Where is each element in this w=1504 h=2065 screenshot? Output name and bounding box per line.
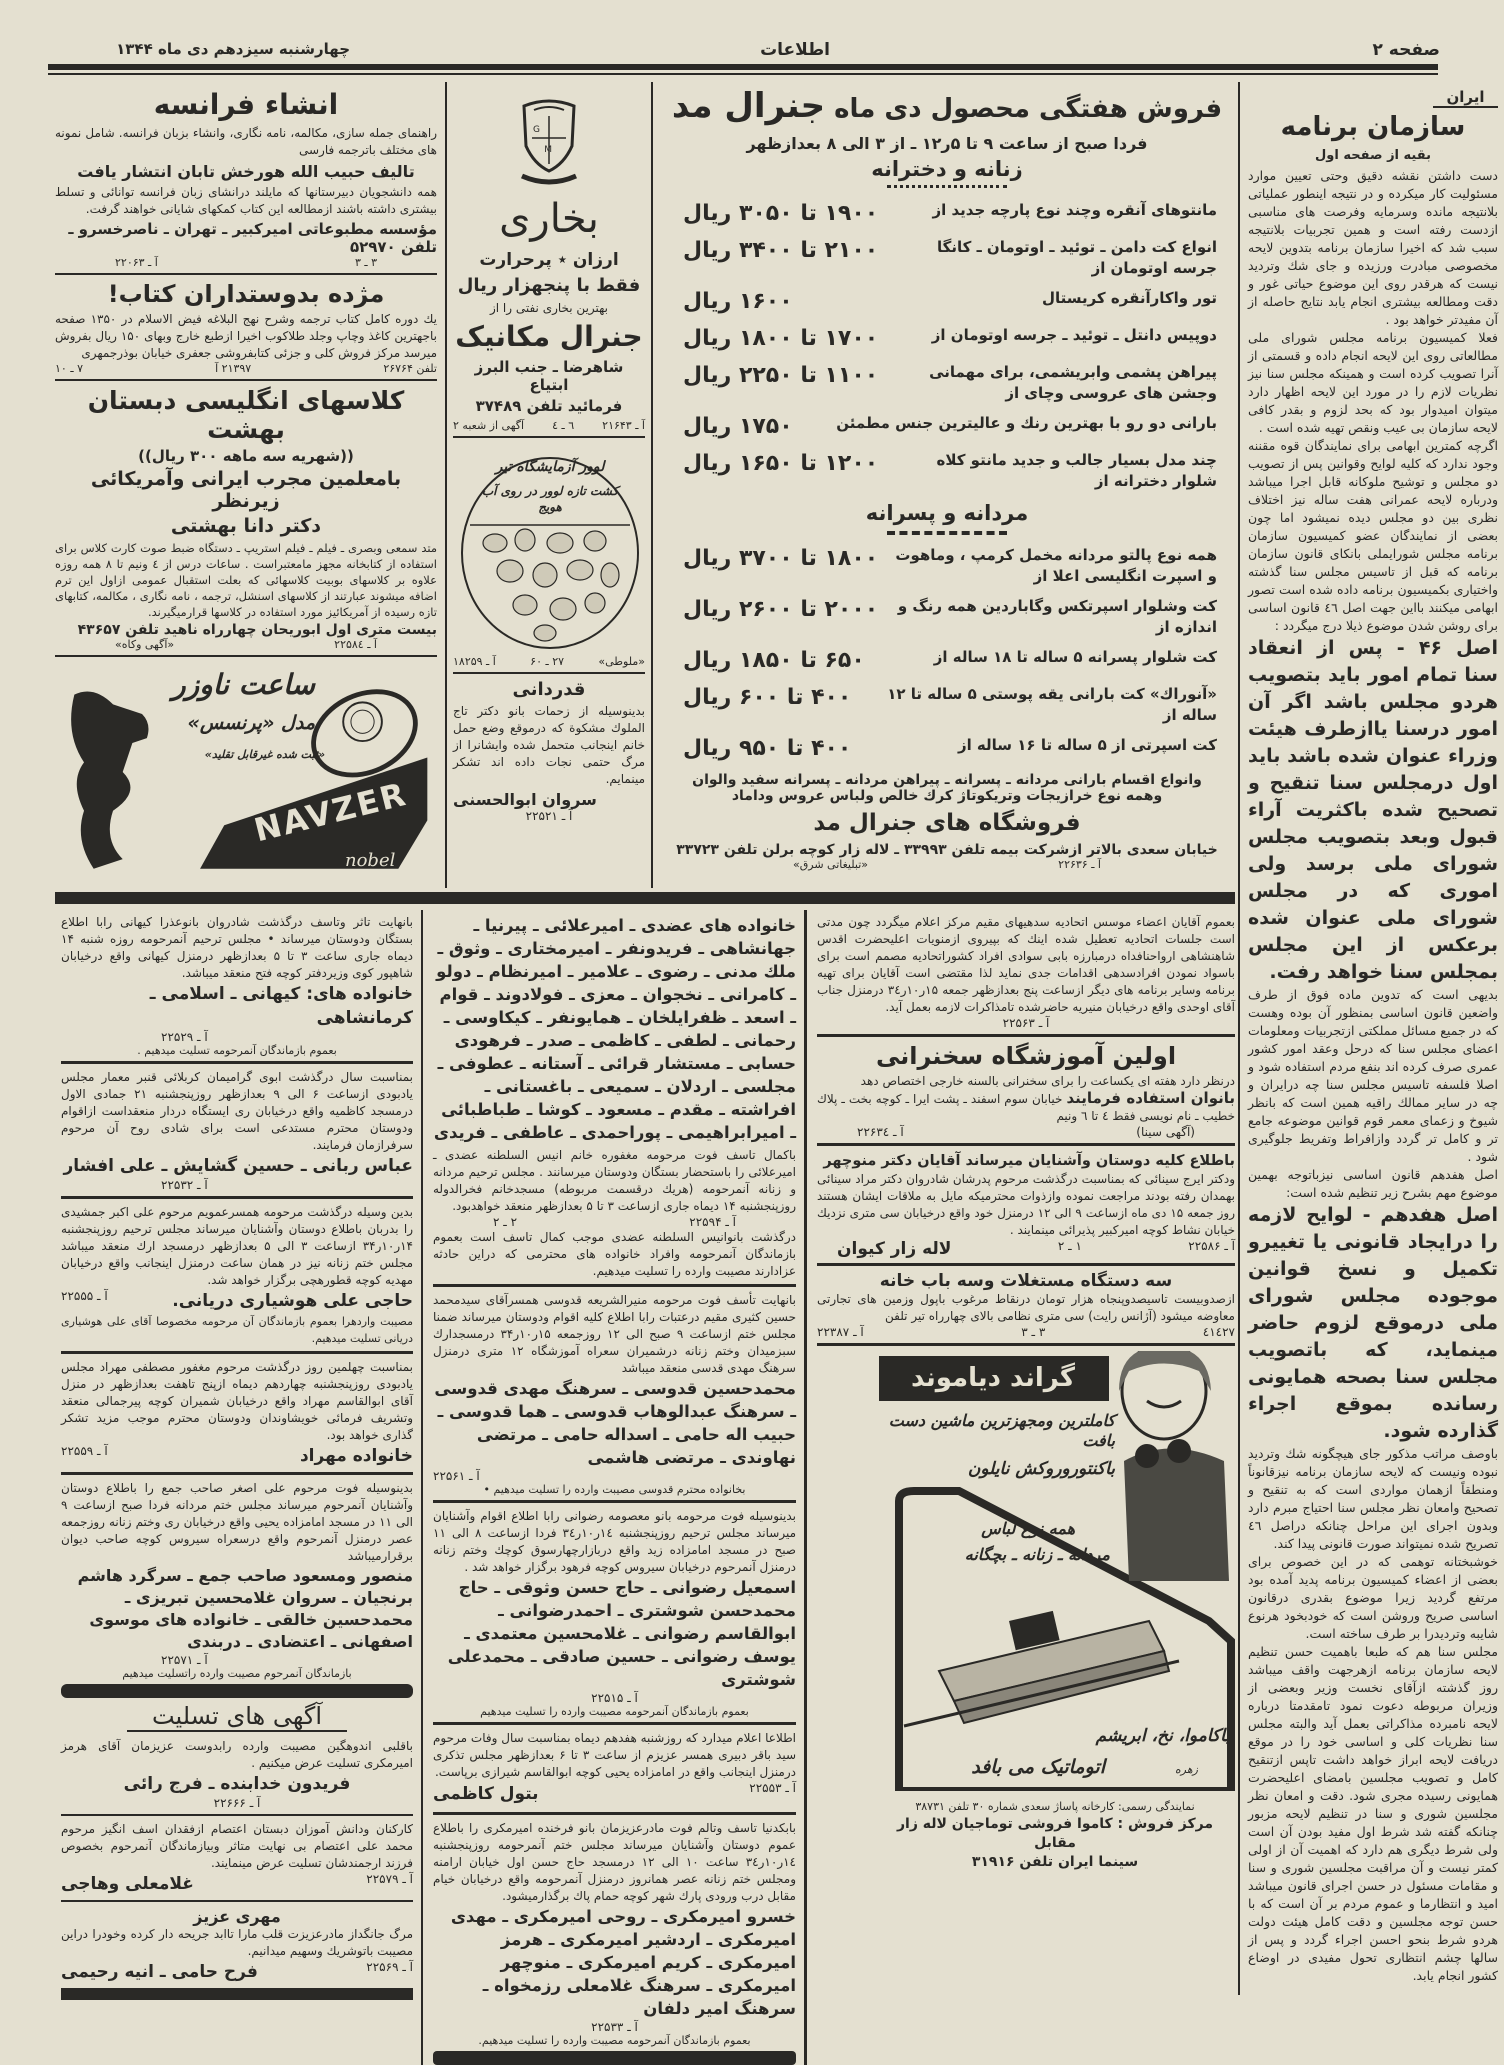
item-description: مانتوهای آنقره وچند نوع پارچه جدید از: [932, 201, 1217, 219]
newspaper-name: اطلاعات: [760, 40, 830, 60]
condolence-notice: [61, 1907, 413, 1988]
obituary-notice: [61, 914, 413, 1064]
ad-body: متد سمعی وبصری ـ فیلم ـ فیلم استریپ ـ دستگاه ضبط صوت کارت کلاس برای استفاده از کتابخانه مجهز مامعتبراست . ساعات درس از ٤ ونیم تا ۸ همه روزه علاوه بر کلاسهای بوبیت کلاسهائی که بعلت استقبال عمومی ازاول این ترم اضافه میشوند عبارتند از کلاسهای اسنشل، ترجمه ، نامه نگاری ، مکالمه، کتابهای تازه رسیده از آمریکائیز مورد استفاده در کلاسها قرارمیگیرند.: [55, 541, 437, 619]
thanks-notice: [453, 679, 645, 823]
item-price: ۱۱۰۰ تا ۲۲۵۰ ریال: [683, 363, 879, 388]
price-row: [683, 362, 1217, 404]
notices-right-column: [807, 910, 1235, 2065]
item-description: انواع کت دامن ـ توئید ـ اوتومان ـ کانگا جرسه اوتومان از: [937, 238, 1217, 277]
price-row: [683, 735, 1217, 763]
obituary-notice: [61, 1069, 413, 1199]
item-description: تور واکارآنقره کریستال: [1041, 289, 1217, 307]
reception-notice: [817, 1151, 1235, 1266]
ad-hours: فردا صبح از ساعت ۹ تا ۵ر۱۲ ـ از ۳ الی ۸ بعدازظهر: [746, 134, 1148, 153]
notice-title: مهری عزیز: [193, 1907, 281, 1926]
notice-code: آ ـ ۲۲۵۸۶: [1188, 1239, 1235, 1253]
ad-brand: جنرال مد: [671, 86, 826, 126]
bokhari-brand: جنرال مکانیک: [455, 320, 643, 353]
ad-agency: «آگهی وکاه»: [115, 638, 175, 651]
notice-code: آ ـ ۲۲۵۶۳: [1002, 1016, 1050, 1030]
article-continued: بقیه از صفحه اول: [1315, 148, 1431, 163]
shield-logo-icon: [514, 96, 584, 186]
notice-body: ازصدوبیست تاسیصدوپنجاه هزار تومان درنقاط مرغوب باپول وزمین های تجارتی معاوضه میشود (آژانس رایت) سی متری نظامی بالای چهارراه تیر تلفن: [817, 1292, 1235, 1323]
ad-extra: وانواع اقسام بارانی مردانه ـ پسرانه ـ پیراهن مردانه ـ پسرانه سفید والوان: [692, 772, 1202, 788]
ad-code: آ ـ ۲۲۶۳۶: [1058, 858, 1101, 871]
navzer-brand: NAVZER: [250, 774, 411, 850]
notice-names: منصور ومسعود صاحب جمع ـ سرگرد هاشم برنجیان ـ سروان غلامحسین تبریزی ـ محمدحسین خالقی ـ خانواده های موسوی اصفهانی ـ اعتضادی ـ دربندی: [77, 1566, 413, 1651]
notice-names: خانواده مهراد: [299, 1446, 413, 1466]
navzer-model: مدل «پرنسس»: [187, 712, 315, 734]
notice-names: محمدحسین قدوسی ـ سرهنگ مهدی قدوسی ـ سرهنگ عبدالوهاب قدوسی ـ هما قدوسی ـ حبیب اله حامی ـ اسداله حامی ـ مرتضی نهاوندی ـ مرتضی هاشمی: [434, 1379, 796, 1467]
ad-code: آ ـ ۲۲۰۶۳: [115, 256, 158, 269]
notice-body: بانهایت تأسف فوت مرحومه منیرالشریعه قدوسی همسرآقای سیدمحمد حسین کثیری مقیم درعتبات رابا اطلاع کلیه اقوام ودوستان میرساند ضمنا مجلس ختم ازساعت ۹ صبح الی ۱۲ روزجمعه ۱۵ر۱۰ر۳۴ درمسجدارك سبزمیدان وختم زنانه درشمیران سعراه آموزشگاه ۱۲ متری درمنزل سرهنگ مهدی قدسی منعقد میباشد: [433, 1293, 797, 1375]
notice-body: بدینوسیله از زحمات بانو دکتر تاج الملوك مشکوة که درموقع وضع حمل خانم اینجانب متحمل شده وایشانرا از مرگ حتمی نجات داده اند تشکر مینمایم.: [453, 704, 645, 786]
ad-title: کلاسهای انگلیسی دبستان بهشت: [87, 386, 405, 444]
notice-body: بمناسبت سال درگذشت ابوی گرامیمان کربلائی قنبر معمار مجلس یادبودی ازساعت ۶ الی ۹ بعدازظهر روزپنجشنبه ۲۱ جمادی الاول درمسجد کاظمیه واقع درخیابان ری ایستگاه دردار منعقداست ازاقوام ودوستان محترم مستدعی است برای شادی روح آن مرحوم سرفرازمان فرمایند.: [61, 1070, 413, 1152]
notice-body: مرگ جانگداز مادرعزیزت قلب مارا تاابد جریحه دار کرده وخودرا دراین مصیبت باتوشریك وسهیم میدانیم.: [61, 1927, 413, 1958]
condolences-heading: آگهی های تسلیت: [127, 1702, 347, 1732]
section-bar: [61, 1684, 413, 1698]
notice-code: آ ـ ۲۲۳۸۷: [817, 1325, 864, 1339]
notice-body: کارکنان ودانش آموزان دبستان اعتصام ازفقدان اسف انگیز مرحوم محمد علی اعتصام بی نهایت متاثر وبیازماندگان آنمرحوم بخصوص فرزند ارجمندشان تسلیت عرض مینمایند.: [61, 1822, 413, 1870]
bokhari-line: ارزان ٭ پرحرارت: [479, 250, 619, 270]
notices-middle-column: [423, 910, 807, 2065]
ad-title: انشاء فرانسه: [153, 88, 339, 121]
notice-body: باقلبی اندوهگین مصیبت وارده رابدوست عزیزمان آقای هرمز امیرمکری تسلیت عرض میکنیم .: [61, 1739, 413, 1770]
price-row: [683, 450, 1217, 492]
notice-footer: بازماندگان آنمرحوم مصیبت وارده راتسلیت میدهیم: [122, 1667, 352, 1680]
notice-body: خیابان سوم اسفند ـ پشت ایرا ـ کوچه بخت ـ پلاك خطیب ـ نام نویسی فقط ٤ تا ٦ ونیم: [817, 1092, 1235, 1123]
grand-diamond-ad: [875, 1351, 1235, 1872]
notice-code: آ ـ ۲۲۵۹۴: [689, 1215, 736, 1229]
item-price: ۱۹۰۰ تا ۳۰۵۰ ریال: [683, 201, 879, 226]
bokhari-line: فقط با پنجهزار ریال: [457, 275, 641, 296]
item-description: «آنوراك» کت بارانی یقه پوستی ۵ ساله تا ۱۲ ساله از: [887, 685, 1217, 724]
section-bar: [55, 892, 1235, 904]
ad-body: یك دوره کامل کتاب ترجمه وشرح نهج البلاغه فیض الاسلام در ۱۳۵۰ صفحه باجهترین کاغذ وچاپ وجلد طلاکوب اخیرا ازطبع خارج وبهای ۱۵۰ ریال بفروش میرسد مرکز فروش کلی و جزئی کتابفروشی جعفری خیابان بوذرجمهری: [55, 312, 437, 360]
article-title: سازمان برنامه: [1280, 112, 1466, 142]
obituary-notice: [61, 1359, 413, 1475]
grand-diamond-brand: گراند دیاموند: [910, 1363, 1076, 1393]
notice-names: عباس ربانی ـ حسین گشایش ـ علی افشار: [63, 1156, 413, 1176]
notice-footer: بخانواده محترم قدوسی مصیبت وارده را تسلیت میدهیم •: [483, 1483, 746, 1496]
item-description: کت شلوار پسرانه ۵ ساله تا ۱۸ ساله از: [933, 648, 1217, 666]
notice-code: آ ـ ۲۲۵۵۹: [61, 1444, 108, 1458]
notice-body: اطلاعا اعلام میدارد که روزشنبه هفدهم دیماه بمناسبت سال وفات مرحوم سید باقر دبیری همسر عزیزم از ساعت ۳ تا ۶ بعدازظهر مجلس تذکری درمنزل اینجانب واقع در امامزاده یحیی کوچه ابوالقاسم شیرازی برپاست.: [433, 1731, 796, 1779]
price-row: [683, 545, 1217, 587]
obituary-notice: [61, 1480, 413, 1680]
navzer-watch-ad: [55, 662, 437, 884]
notice-names: فریدون خدابنده ـ فرج رائی: [123, 1774, 351, 1794]
notice-code: آ ـ ۲۲۵۲۹: [161, 1030, 208, 1044]
french-book-ad: [55, 88, 437, 275]
price-row: [683, 325, 1217, 353]
bokhari-title: بخاری: [499, 196, 599, 242]
item-price: ۱۷۰۰ تا ۱۸۰۰ ریال: [683, 326, 879, 351]
notice-phone: ٤١٤٢٧: [1202, 1325, 1235, 1339]
notice-names: بتول کاظمی: [433, 1784, 539, 1804]
notice-footer: درگذشت بانوانیس السلطنه عضدی موجب کمال تاسف است بعموم بازماندگان آنمرحومه وافراد خانواده های محترمی که دراین حادثه عزادارند مصیبت وارده را تسلیت میدهیم.: [433, 1230, 796, 1278]
price-row: [683, 200, 1217, 228]
article-paragraph: خوشبختانه توهمی که در این خصوص برای بعضی از اعضاء کمیسیون برنامه پدید آمده بود مرتفع گردید زیرا موضوع بقدری درقانون اساسی صریح وروشن است که خودبخود هرنوع شایبه وتردیدرا بر طرف ساخته است.: [1248, 1554, 1498, 1641]
notice-code: آ ـ ۲۲۵۶۱: [433, 1469, 480, 1483]
ad-footer: [55, 362, 437, 375]
notice-body: بدین وسیله درگذشت مرحومه همسرعمویم مرحوم علی اکبر جمشیدی را بدربان باطلاع دوستان وآشنایان میرساند مجلس ترحیم روزپنجشنبه ۱۴ر۱۰ر۳۴ ازساعت ۳ الی ۵ بعدازظهر درمسجد ارك منعقد میباشد مجلس ختم زنانه نیز در همان ساعت درمنزل اینجانب واقع درخیابان مهدیه کوچه قطورهچی برگزار خواهد شد.: [61, 1205, 413, 1287]
notice-names: فرح حامی ـ انیه رحیمی: [61, 1962, 258, 1982]
left-ads-column: [55, 82, 447, 888]
item-description: کت وشلوار اسپرتکس وگاباردین همه رنگ و اندازه از: [897, 597, 1217, 636]
price-row: [683, 684, 1217, 726]
lovar-ad: [453, 443, 645, 674]
page-number: صفحه ۲: [1372, 40, 1440, 60]
condolence-notice: [61, 1821, 413, 1902]
notice-agency: (آگهی سینا): [1136, 1125, 1195, 1139]
notice-body: بمناسبت چهلمین روز درگذشت مرحوم مغفور مصطفی مهراد مجلس یادبودی روزپنجشنبه چهاردهم دیماه ازپنج تاهفت بعدازظهر در منزل آقای ابوالقاسم مهراد واقع درخیابان شمیران کوچه پیرجمالی منعقد وتشریف فرمائی خویشاوندان ودوستان محترم موجب مزید تشکر گذاری خواهد بود.: [61, 1360, 413, 1442]
notice-run: ۳ ـ ۳: [1021, 1325, 1046, 1339]
notice-body: بابکدنیا تاسف وتالم فوت مادرعزیزمان بانو فرخنده امیرمکری را باطلاع عموم دوستان وآشنایان میرساند مجلس ختم آنمرحومه روزپنجشنبه ۱٤ر۱۰ر۳٤ ساعت ۱۰ الی ۱۲ درمسجد حاج حسن اول خیابان ارامنه ومجلس ختم زنانه عصر همانروز درمنزل آنمرحومه واقع درخیابان خیام مقابل درب ورودی پارك شهر کوچه حمام پاك برگذارمیشود.: [433, 1821, 796, 1903]
navzer-sub: nobel: [345, 850, 396, 871]
notice-code: آ ـ ۲۲۵۳۳: [591, 2020, 638, 2034]
price-list-men: [663, 545, 1231, 763]
ad-run: ۲۷ ـ ۶۰: [530, 655, 565, 668]
general-mechanic-ad: [453, 96, 645, 438]
navzer-registered: «ثبت شده غیرقابل تقلید»: [204, 748, 325, 761]
notice-code: آ ـ ۲۲۵۵۳: [749, 1781, 796, 1795]
ad-line: اتوماتیک می بافد: [971, 1756, 1105, 1778]
item-price: ۱۶۰۰ ریال: [683, 289, 793, 314]
item-price: ۶۵۰ تا ۱۸۵۰ ریال: [683, 648, 865, 673]
ad-line: مردانه ـ زنانه ـ بچگانه: [964, 1545, 1110, 1564]
price-row: [683, 413, 1217, 441]
notice-names: اسمعیل رضوانی ـ حاج حسن وثوقی ـ حاج محمدحسن شوشتری ـ احمدرضوانی ـ ابوالقاسم رضوانی ـ غلامحسین معتمدی ـ یوسف رضوانی ـ حسین صادقی ـ محمدعلی شوشتری: [447, 1578, 796, 1689]
obituary-notice: [433, 1820, 796, 2047]
nahj-book-ad: [55, 280, 437, 381]
item-price: ۱۷۵۰ ریال: [683, 414, 793, 439]
notice-title: اولین آموزشگاه سخنرانی: [875, 1042, 1177, 1070]
bokhari-line: بهترین بخاری نفتی را از: [489, 301, 609, 315]
obituary-notice: [61, 1204, 413, 1354]
ad-publisher: مؤسسه مطبوعاتی امیرکبیر ـ تهران ـ ناصرخسرو ـ تلفن ۵۲۹۷۰: [68, 220, 437, 256]
obituary-notice: [433, 1292, 796, 1503]
notice-code: آ ـ ۲۲۵۷۹: [366, 1872, 413, 1886]
price-list-women: [663, 200, 1231, 492]
notice-names: خانواده های عضدی ـ امیرعلائی ـ پیرنیا ـ جهانشاهی ـ فریدونفر ـ امیرمختاری ـ وثوق ـ ملك مدنی ـ رضوی ـ علامیر ـ امیرنظام ـ دولو ـ کامرانی ـ نخجوان ـ معزی ـ فولادوند ـ قوام ـ اسعد ـ ظفرایلخان ـ همایونفر ـ کیکاوسی ـ رحمانی ـ لطفی ـ کاظمی ـ صدر ـ فرهودی حسابی ـ مستشار قرائی ـ آستانه ـ عطوفی ـ مجلسی ـ اردلان ـ سمیعی ـ باغستانی ـ افراشته ـ مقدم ـ مسعود ـ کوشا ـ طباطبائی ـ امیرابراهیمی ـ پوراحمدی ـ عاطفی ـ فریدی: [433, 916, 796, 1142]
ad-line: باکاموا، نخ، ابریشم: [1095, 1726, 1230, 1746]
notice-footer: بعموم بازماندگان آنمرحومه مصیبت وارده را تسلیت میدهیم.: [478, 2034, 751, 2047]
article-paragraph: اصل هفدهم قانون اساسی نیزباتوجه بهمین موضوع مهم بشرح زیر تنظیم شده است:: [1248, 1167, 1498, 1200]
notice-body: ودکتر ایرج سینائی که بمناسبت درگذشت مرحوم پدرشان شادروان دکتر مراد سینائی بهمدان رفته بودند مراجعت نموده وازذوات محترمیکه مایل به ملاقات ایشان هستند روز جمعه ۱۵ دی ماه ازساعت ۹ الی ۱۲ درمنزل خود واقع درخیابان سی متری نزدیك خیابان نشاط کوچه امیرکبیر پذیرائی مینمایند .: [817, 1172, 1235, 1237]
notice-code: آ ـ ۲۲۵۳۲: [161, 1178, 208, 1192]
obituary-notice: [433, 1508, 796, 1725]
lovar-graphic-box: [455, 443, 645, 655]
ad-body: همه دانشجویان دبیرستانها که مایلند درانشای زبان فرانسه توانائی و تسلط بیشتری داشته باشند ازمطالعه این کتاب کمکهای شایانی خواهند گرفت.: [55, 185, 437, 216]
ad-code: آ ـ ۲۲۵۸٤: [334, 638, 377, 651]
notice-names: حاجی علی هوشیاری دریانی.: [172, 1291, 413, 1311]
notice-body: بدینوسیله فوت مرحومه بانو معصومه رضوانی رابا اطلاع اقوام وآشنایان میرساند مجلس ترحیم روزپنجشنبه ۱٤ر۱۰ر۳٤ فردا ازساعت ۸ الی ۱۱ صبح در مسجد امامزاده زید واقع دربازارچهارسوق کوچك وختم زنانه درمنزل آنمرحوم درخیابان سیروس کوچه فرهود برگزار خواهد شد .: [433, 1509, 797, 1574]
notice-names: غلامعلی وهاجی: [61, 1874, 194, 1894]
notice-title: سه دستگاه مستغلات وسه باب خانه: [879, 1271, 1173, 1291]
ad-phone: تلفن ۲۶۷۶۴: [383, 362, 437, 375]
item-price: ۴۰۰ تا ۹۵۰ ریال: [683, 736, 852, 761]
item-price: ۱۲۰۰ تا ۱۶۵۰ ریال: [683, 451, 879, 476]
ad-code: ۲۱۳۹۷ آ: [215, 362, 252, 375]
lovar-footer: [453, 655, 645, 668]
ad-line: باکنتوروروکش نایلون: [967, 1459, 1115, 1479]
real-estate-ad: [817, 1271, 1235, 1346]
lovar-subtitle: کشت تازه لوور در روی آب هویج: [481, 484, 619, 514]
notice-footer: بعموم بازماندگان آنمرحومه تسلیت میدهیم .: [137, 1044, 337, 1057]
article-paragraph: باوصف مراتب مذکور جای هیچگونه شك وتردید نبوده ونیست که لایحه سازمان برنامه نیزقانوناً ومنطقاً ازهمان مواردی است که به تنقیح و تصحیح وامعان نظر مجلس سنا احتیاج مبرم دارد وبدون اجرای این مراحل چنانکه دراصل ٤٦ تصریح شده نمیتواند صورت قانونی پیدا کند.: [1248, 1446, 1498, 1551]
ad-address: خیابان سعدی بالاتر ازشرکت بیمه تلفن ۳۳۹۹۳ ـ لاله زار کوچه برلن تلفن ۳۳۷۲۳: [676, 842, 1218, 858]
ad-body: راهنمای جمله سازی، مکالمه، نامه نگاری، وانشاء بزبان فرانسه. شامل نمونه های مختلف باترجمه فارسی: [55, 126, 437, 157]
article-paragraph: بدیهی است که تدوین ماده فوق از طرف واضعین قانون اساسی بمنظور آن بوده وهست که در جمیع مسائل مملکتی ازتجربیات ومعلومات اعضای مجلس سنا که درحل وعقد امور کشور عمری صرف کرده اند بنفع مردم استفاده شود و اصلا فلسفه تاسیس مجلس سنا چه درایران و چه در سایر ممالك راقیه همین است که بانظر شیوخ و زعمای معمر قوم قوانین موضوعه جامع تر و کامل تر گردد وازافراط وتفریط جلوگیری شود .: [1248, 987, 1498, 1164]
obituary-notice: [433, 914, 796, 1287]
notice-code: آ ـ ۲۲۵۵۵: [61, 1289, 108, 1303]
price-row: [683, 237, 1217, 279]
dashed-divider: [887, 531, 1007, 535]
item-price: ۲۰۰۰ تا ۲۶۰۰ ریال: [683, 597, 879, 622]
ad-run: ۷ ـ ۱۰: [55, 362, 83, 375]
ad-agency: آگهی از شعبه ۲: [453, 419, 525, 432]
article-paragraph: فعلا کمیسیون برنامه مجلس شورای ملی مطالعاتی روی این لایحه انجام داده و قسمتی از آنرا تصویب کرده است و همینکه مجلس سنا نیز نظریات لازم را در مورد این لایحه اظهار دارد میتوان امیدوار بود که بحد لزوم و بقدر کافی لایحه سازمان بی عیب ونقص تهیه شده است .: [1248, 330, 1498, 435]
ad-author: تالیف حبیب الله هورخش تابان انتشار یافت: [77, 162, 415, 181]
article-paragraph: اگرچه کمترین ابهامی برای نمایندگان قوه مقننه وجود ندارد که کلیه لوایح وقوانین پس از تصویب دو مجلس و توشیح ملوکانه قابل اجرا میباشد ودرباره لایحه عمرانی هفت ساله نیز اختلاف نظری بین دو مجلس دیده نمیشود اما چون بعضی از نمایندگان عضو کمیسیون سازمان برنامه مجلس شورایملی بانکای قانون سازمان برنامه که قبل از تاسیس مجلس سنا گذشته واختیاری بکمیسیون برنامه داده شده است تصور ابهامی میکنند بااین جهت اصل ٤٦ قانون اساسی برای روشن شدن موضوع ذیلا درج میگردد :: [1248, 438, 1498, 633]
notice-codes: [817, 1125, 1235, 1139]
notice-names: خسرو امیرمکری ـ روحی امیرمکری ـ مهدی امیرمکری ـ اردشیر امیرمکری ـ هرمز امیرمکری ـ کریم امیرمکری ـ منوچهر امیرمکری ـ سرهنگ غلامعلی رزمخواه ـ سرهنگ امیر دلفان: [450, 1907, 796, 2018]
notice-title: باطلاع کلیه دوستان وآشنایان میرساند آقایان دکتر منوچهر: [823, 1153, 1235, 1169]
item-description: کت اسپرتی از ۵ ساله تا ۱۶ ساله از: [957, 736, 1217, 754]
article-paragraph: دست داشتن نقشه دقیق وحتی تعیین موارد مسئولیت کار میکرده و در نتیجه اینطور عملیاتی بلانتیجه مانده وسرمایه وفرصت های مناسبی ازدست رفته است و همین تجربیات بلانتیجه سبب شد که اخیرا سازمان برنامه بتدوین لایحه مخصوصی مبادرت ورزیده و جای شك وتردید نیست که هرقدر روی این موضوع حیاتی غور و دقت ومطالعه بیشتری انجام یابد نتایج حاصله از آن مفیدتر خواهد بود .: [1248, 168, 1498, 327]
header-rule-thin: [48, 73, 1438, 75]
ad-footer: [55, 638, 437, 651]
ad-fee: ((شهریه سه ماهه ۳۰۰ ریال)): [138, 447, 354, 465]
ad-run: ٦ ـ ٤: [552, 419, 575, 432]
bottom-section: [55, 910, 1235, 2065]
ad-agency: «تبلیغاتی شرق»: [793, 858, 869, 871]
item-description: دوپیس دانتل ـ توئید ـ جرسه اوتومان از: [931, 326, 1217, 344]
bokhari-footer: [453, 419, 645, 432]
ad-sales-center: مرکز فروش : کاموا فروشی توماجیان لاله زار مقابل: [896, 1816, 1214, 1851]
lovar-title: لوور آزمایشگاه تیر: [495, 459, 605, 475]
ad-code: آ ـ ۱۸۲۵۹: [453, 655, 496, 668]
general-mode-ad: [653, 82, 1235, 888]
notice-code: آ ـ ۲۲۶۳٤: [857, 1125, 904, 1139]
article-paragraph: مجلس سنا هم که طبعا باهمیت حسن تنظیم لایحه سازمان برنامه ازهرجهت واقف میباشد روز گذشته ازآقای نخست وزیر وبعضی از وزیران مربوطه دعوت نمود تامقدمتا درباره لایحه نامبرده مذاکراتی بعمل آید والبته مجلس سنا نظریات کلی و اساسی خود را در موقع دریافت لایحه ابراز خواهد داشت تاپس ازتنقیح کامل و تصویب مجلسین بامضای اعلیحضرت همایونی رسیده مجری شود. دقت و امعان نظر مجلسین شوری و سنا در تنظیم لایحه مزبور چنانکه گفته شد شرط اول مفید بودن آن است ولی شرط دیگری هم دارد که اهمیت آن از اولی کمتر نیست و آن مراقبت مجلسین شوری و سنا و مقامات مسئول در حسن اجرای قانون میباشد امید و انتظارما و عموم مردم بر آن است که با حسن توجه مجلسین و دقت کامل هیئت دولت هردو شرط بنحو احسن اجراء گردد و پس از سالها چشم انتظاری تحول مفیدی در اوضاع کشور انجام یابد.: [1248, 1644, 1498, 1983]
middle-ads-column: [447, 82, 653, 888]
ad-title: مژده بدوستداران کتاب!: [107, 280, 385, 308]
ad-representative: نمایندگی رسمی: کارخانه پاساژ سعدی شماره ۳۰ تلفن ۳۸۷۳۱: [915, 1800, 1195, 1813]
ad-footer: [55, 256, 437, 269]
ad-sales-center-phone: سینما ایران تلفن ۳۱۹۱۶: [971, 1854, 1139, 1870]
price-row: [683, 596, 1217, 638]
artist-signature: زهره: [1175, 1763, 1198, 1776]
notice-body: درنظر دارد هفته ای یکساعت را برای سخنرانی بالسنه خارجی اختصاص دهد: [860, 1074, 1235, 1088]
hand-silhouette-icon: [71, 691, 148, 868]
article-quote-17: اصل هفدهم - لوایح لازمه را درایجاد قانونی یا تغییرو تکمیل و نسخ قوانین موجوده مجلس شورای ملی درموقع لزوم حاضر مینماید، که باتصویب مجلس سنا بصحه همایونی رسانده بموقع اجراء گذارده شود.: [1248, 1204, 1498, 1442]
top-section: [55, 82, 1235, 888]
notice-title: قدردانی: [512, 679, 586, 700]
notice-names: خانواده های: کیهانی ـ اسلامی ـ کرمانشاهی: [149, 984, 413, 1028]
bokhari-phone: فرمائید تلفن ۳۷۴۸۹: [475, 397, 623, 415]
ad-line: کاملترین ومجهزترین ماشین دست بافت: [888, 1411, 1115, 1450]
notice-code: آ ـ ۲۲۶۶۶: [213, 1796, 261, 1810]
item-description: چند مدل بسیار جالب و جدید مانتو کلاه شلوار دخترانه از: [936, 451, 1217, 490]
memorial-notice: [433, 1730, 796, 1815]
article-quote-46: اصل ۴۶ - پس از انعقاد سنا تمام امور باید بتصویب هردو مجلس باشد اگر آن امور درسنا یاازطرف هیئت وزراء عنوان شده باشد باید اول درمجلس سنا تنقیح و تصحیح شده باکثریت آراء قبول وبعد بتصویب مجلس شورای ملی برسد ولی اموری که در مجلس شورای ملی عنوان شده برعکس از این مجلس بمجلس سنا خواهد رفت.: [1248, 637, 1499, 983]
ad-footer: [663, 858, 1231, 871]
item-description: بارانی دو رو با بهترین رنك و عالیترین جنس مطمئن: [836, 414, 1217, 432]
svg-text:G: G: [533, 125, 540, 135]
notice-body: بعموم آقایان اعضاء موسس اتحادیه سدهیهای مقیم مرکز اعلام میگردد چون مدتی است جلسات اتحادیه تعطیل شده اینك که بپیروی ازمنویات اعلیحضرت اقدس شاهنشاهی ارواحنافداه درمبارزه بابی سوادی افراد کشوراتحادیه مصمم است برای باسواد نمودن افرادسدهی اقدامات جدی نماید لذا مقتضی است آقایان برای تهیه برنامه وسایر برنامه های دیگر ازساعت پنج بعدازظهر جمعه ۱۵ر۱۰ر۳٤ درمنزل جناب آقای اوحدی واقع درخیابان منیریه حاضرشده تامذاکرات لازمه بعمل آید.: [817, 915, 1235, 1014]
ad-address: بیست متری اول ابوریحان چهارراه ناهید تلفن ۴۳۶۵۷: [77, 622, 437, 638]
ad-headline: فروش هفتگی محصول دی ماه: [834, 94, 1223, 124]
notice-run: ۱ ـ ۲: [1057, 1239, 1082, 1253]
notices-left-column: [55, 910, 423, 2065]
main-area: [55, 82, 1235, 2065]
item-price: ۱۸۰۰ تا ۳۷۰۰ ریال: [683, 546, 879, 571]
notice-code: آ ـ ۲۲۵۶۹: [366, 1960, 413, 1974]
ad-run: ۳ ـ ۳: [354, 256, 377, 269]
notice-signer: سروان ابوالحسنی: [453, 790, 597, 809]
notice-body: بدینوسیله فوت مرحوم علی اصغر صاحب جمع را باطلاع دوستان وآشنایان آنمرحوم میرساند مجلس ختم مردانه فردا صبح ازساعت ۹ الی ۱۱ در مسجد امامزاده یحیی واقع درخیابان ری وختم زنانه روزجمعه عصر درمنزل آنمرحوم واقع درسعراه سیروس کوچه صاحب دیوان برقرارمیباشد: [61, 1481, 413, 1563]
item-price: ۴۰۰ تا ۶۰۰ ریال: [683, 685, 852, 710]
notice-lead: بانوان استفاده فرمایند: [1066, 1089, 1235, 1107]
ad-stores: فروشگاه های جنرال مد: [813, 810, 1081, 836]
svg-text:M: M: [544, 145, 552, 155]
item-description: پیراهن پشمی وابریشمی، برای مهمانی وجشن های عروسی وچای از: [929, 363, 1217, 402]
notice-code: آ ـ ۲۲۵۷۱: [161, 1653, 208, 1667]
section-bar: [61, 1988, 413, 2000]
dotted-divider: [887, 185, 1007, 188]
ad-teachers: بامعلمین مجرب ایرانی وآمریکائی زیرنظر: [90, 468, 402, 512]
item-price: ۲۱۰۰ تا ۳۴۰۰ ریال: [683, 238, 879, 263]
notice-body: بانهایت تاثر وتاسف درگذشت شادروان بانوعذرا کیهانی رابا اطلاع بستگان ودوستان میرساند • مجلس ترحیم آنمرحومه روزه شنبه ۱۴ دیماه جاری ساعت ۳ تا ۵ بعدازظهر درمنزل کیهانی واقع درخیابان شاهپور کوی وزیردفتر کوچه فتح منعقد میباشد.: [61, 915, 413, 980]
section-bar: [433, 2051, 796, 2065]
bokhari-address: شاهرضا ـ جنب البرز ابتیاع: [474, 358, 624, 394]
condolence-notice: [61, 1738, 413, 1816]
girl-illustration: [1119, 1351, 1229, 1581]
notice-body: باکمال تاسف فوت مرحومه مغفوره خانم انیس السلطنه عضدی ـ امیرعلائی را باستحضار بستگان ودوستان میرسانند . مجلس ترحیم مردانه و زنانه آنمرحومه (هریك درقسمت مربوطه) مسجدخانم فخرالدوله روزپنجشنبه ۱۴ دیماه جاری ازساعت ۳ تا ۵ بعدازظهر منعقد خواهدبود.: [433, 1148, 796, 1213]
article-kicker: ایران: [1433, 88, 1498, 108]
english-classes-ad: [55, 386, 437, 657]
ad-code: آ ـ ۲۱۶۴۳: [602, 419, 645, 432]
header-rule: [48, 64, 1438, 70]
notice-code: آ ـ ۲۲۵۱۵: [591, 1691, 638, 1705]
issue-date: چهارشنبه سیزدهم دی ماه ۱۳۴۴: [116, 40, 350, 58]
notice-names: لاله زار کیوان: [837, 1239, 952, 1259]
price-row: [683, 647, 1217, 675]
notice-codes: [433, 1215, 796, 1229]
section-women: زنانه و دخترانه: [871, 157, 1023, 181]
article-column: [1238, 82, 1500, 1995]
item-description: همه نوع پالتو مردانه مخمل کرمپ ، وماهوت و اسپرت انگلیسی اعلا از: [895, 546, 1217, 585]
notice-code: آ ـ ۲۲۵۲۱: [525, 809, 573, 823]
ad-line: همه نوع لباس: [981, 1519, 1075, 1538]
notice-footer: مصیبت واردهرا بعموم بازماندگان آن مرحومه مخصوصا آقای علی هوشیاری دریانی تسلیت میدهیم.: [61, 1315, 413, 1345]
knitting-machine-icon: [904, 1611, 1179, 1726]
association-notice: [817, 914, 1235, 1037]
ad-agency: «ملوطی»: [598, 655, 645, 668]
section-men: مردانه و پسرانه: [865, 501, 1029, 525]
ad-director: دکتر دانا بهشتی: [170, 515, 322, 537]
speech-school-ad: [817, 1042, 1235, 1146]
price-row: [683, 288, 1217, 316]
ad-extra: وهمه نوع خرازیجات وتریکوتاژ کرك خالص ولباس عروس وداماد: [731, 788, 1163, 804]
notice-run: ۲ ـ ۲: [493, 1215, 518, 1229]
grand-diamond-art: [875, 1351, 1235, 1796]
notice-footer: بعموم بازماندگان آنمرحومه مصیبت وارده را تسلیت میدهیم: [480, 1705, 749, 1718]
navzer-title: ساعت ناوزر: [172, 668, 315, 701]
